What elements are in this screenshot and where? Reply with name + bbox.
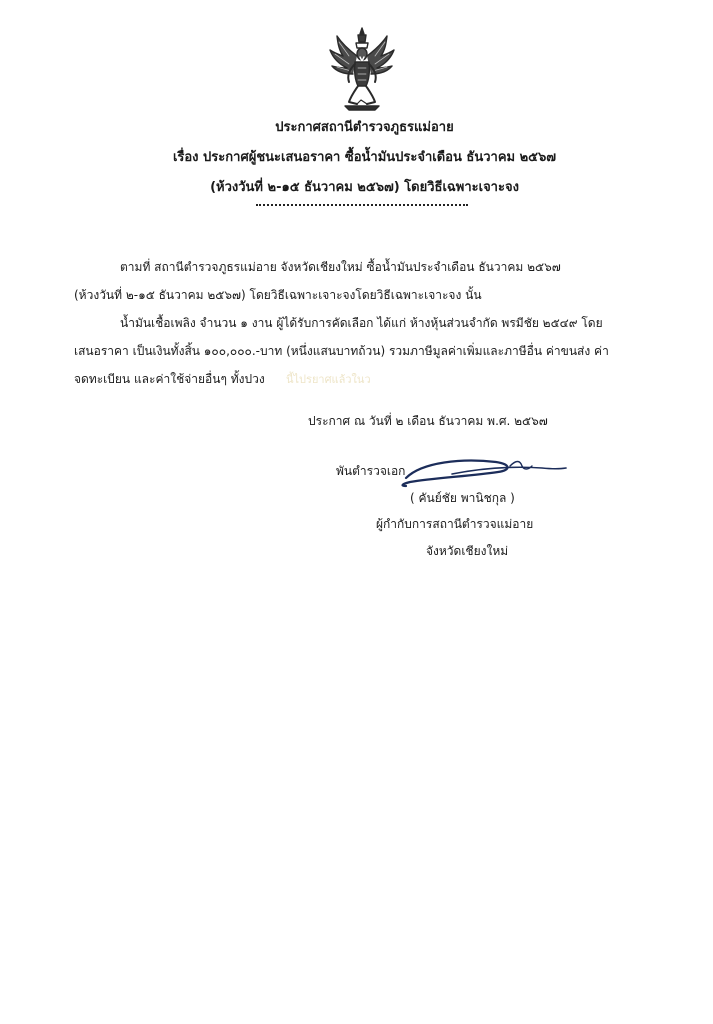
body-line-1: ตามที่ สถานีตำรวจภูธรแม่อาย จังหวัดเชียงใหม่ ซื้อน้ำมันประจำเดือน ธันวาคม ๒๕๖๗ bbox=[120, 260, 561, 274]
signer-rank: พันตำรวจเอก bbox=[336, 464, 406, 478]
announcement-date: ประกาศ ณ วันที่ ๒ เดือน ธันวาคม พ.ศ. ๒๕๖๗ bbox=[308, 414, 548, 428]
faint-show-through-text: นี้ไปรยาศแล้วในว bbox=[286, 373, 371, 386]
signer-name: ( คันย์ชัย พานิชกุล ) bbox=[410, 491, 515, 505]
document-title: ประกาศสถานีตำรวจภูธรแม่อาย bbox=[275, 120, 454, 135]
dotted-divider bbox=[256, 204, 468, 206]
body-line-4: เสนอราคา เป็นเงินทั้งสิ้น ๑๐๐,๐๐๐.-บาท (หนึ่งแสนบาทถ้วน) รวมภาษีมูลค่าเพิ่มและภาษีอื่น ค่าขนส่ง ค่า bbox=[74, 344, 609, 358]
signer-province: จังหวัดเชียงใหม่ bbox=[426, 544, 509, 558]
document-period: (ห้วงวันที่ ๒-๑๕ ธันวาคม ๒๕๖๗) โดยวิธีเฉพาะเจาะจง bbox=[210, 180, 519, 195]
garuda-emblem-icon bbox=[327, 26, 397, 112]
document-subject: เรื่อง ประกาศผู้ชนะเสนอราคา ซื้อน้ำมันประจำเดือน ธันวาคม ๒๕๖๗ bbox=[172, 150, 557, 165]
handwritten-signature bbox=[392, 452, 568, 490]
body-line-5: จดทะเบียน และค่าใช้จ่ายอื่นๆ ทั้งปวง bbox=[74, 372, 265, 386]
signer-position: ผู้กำกับการสถานีตำรวจแม่อาย bbox=[376, 517, 534, 531]
body-line-2: (ห้วงวันที่ ๒-๑๕ ธันวาคม ๒๕๖๗) โดยวิธีเฉพาะเจาะจงโดยวิธีเฉพาะเจาะจง นั้น bbox=[74, 288, 482, 302]
body-line-3: น้ำมันเชื้อเพลิง จำนวน ๑ งาน ผู้ได้รับการคัดเลือก ได้แก่ ห้างหุ้นส่วนจำกัด พรมีชัย ๒๕๔๙ โดย bbox=[120, 316, 603, 330]
